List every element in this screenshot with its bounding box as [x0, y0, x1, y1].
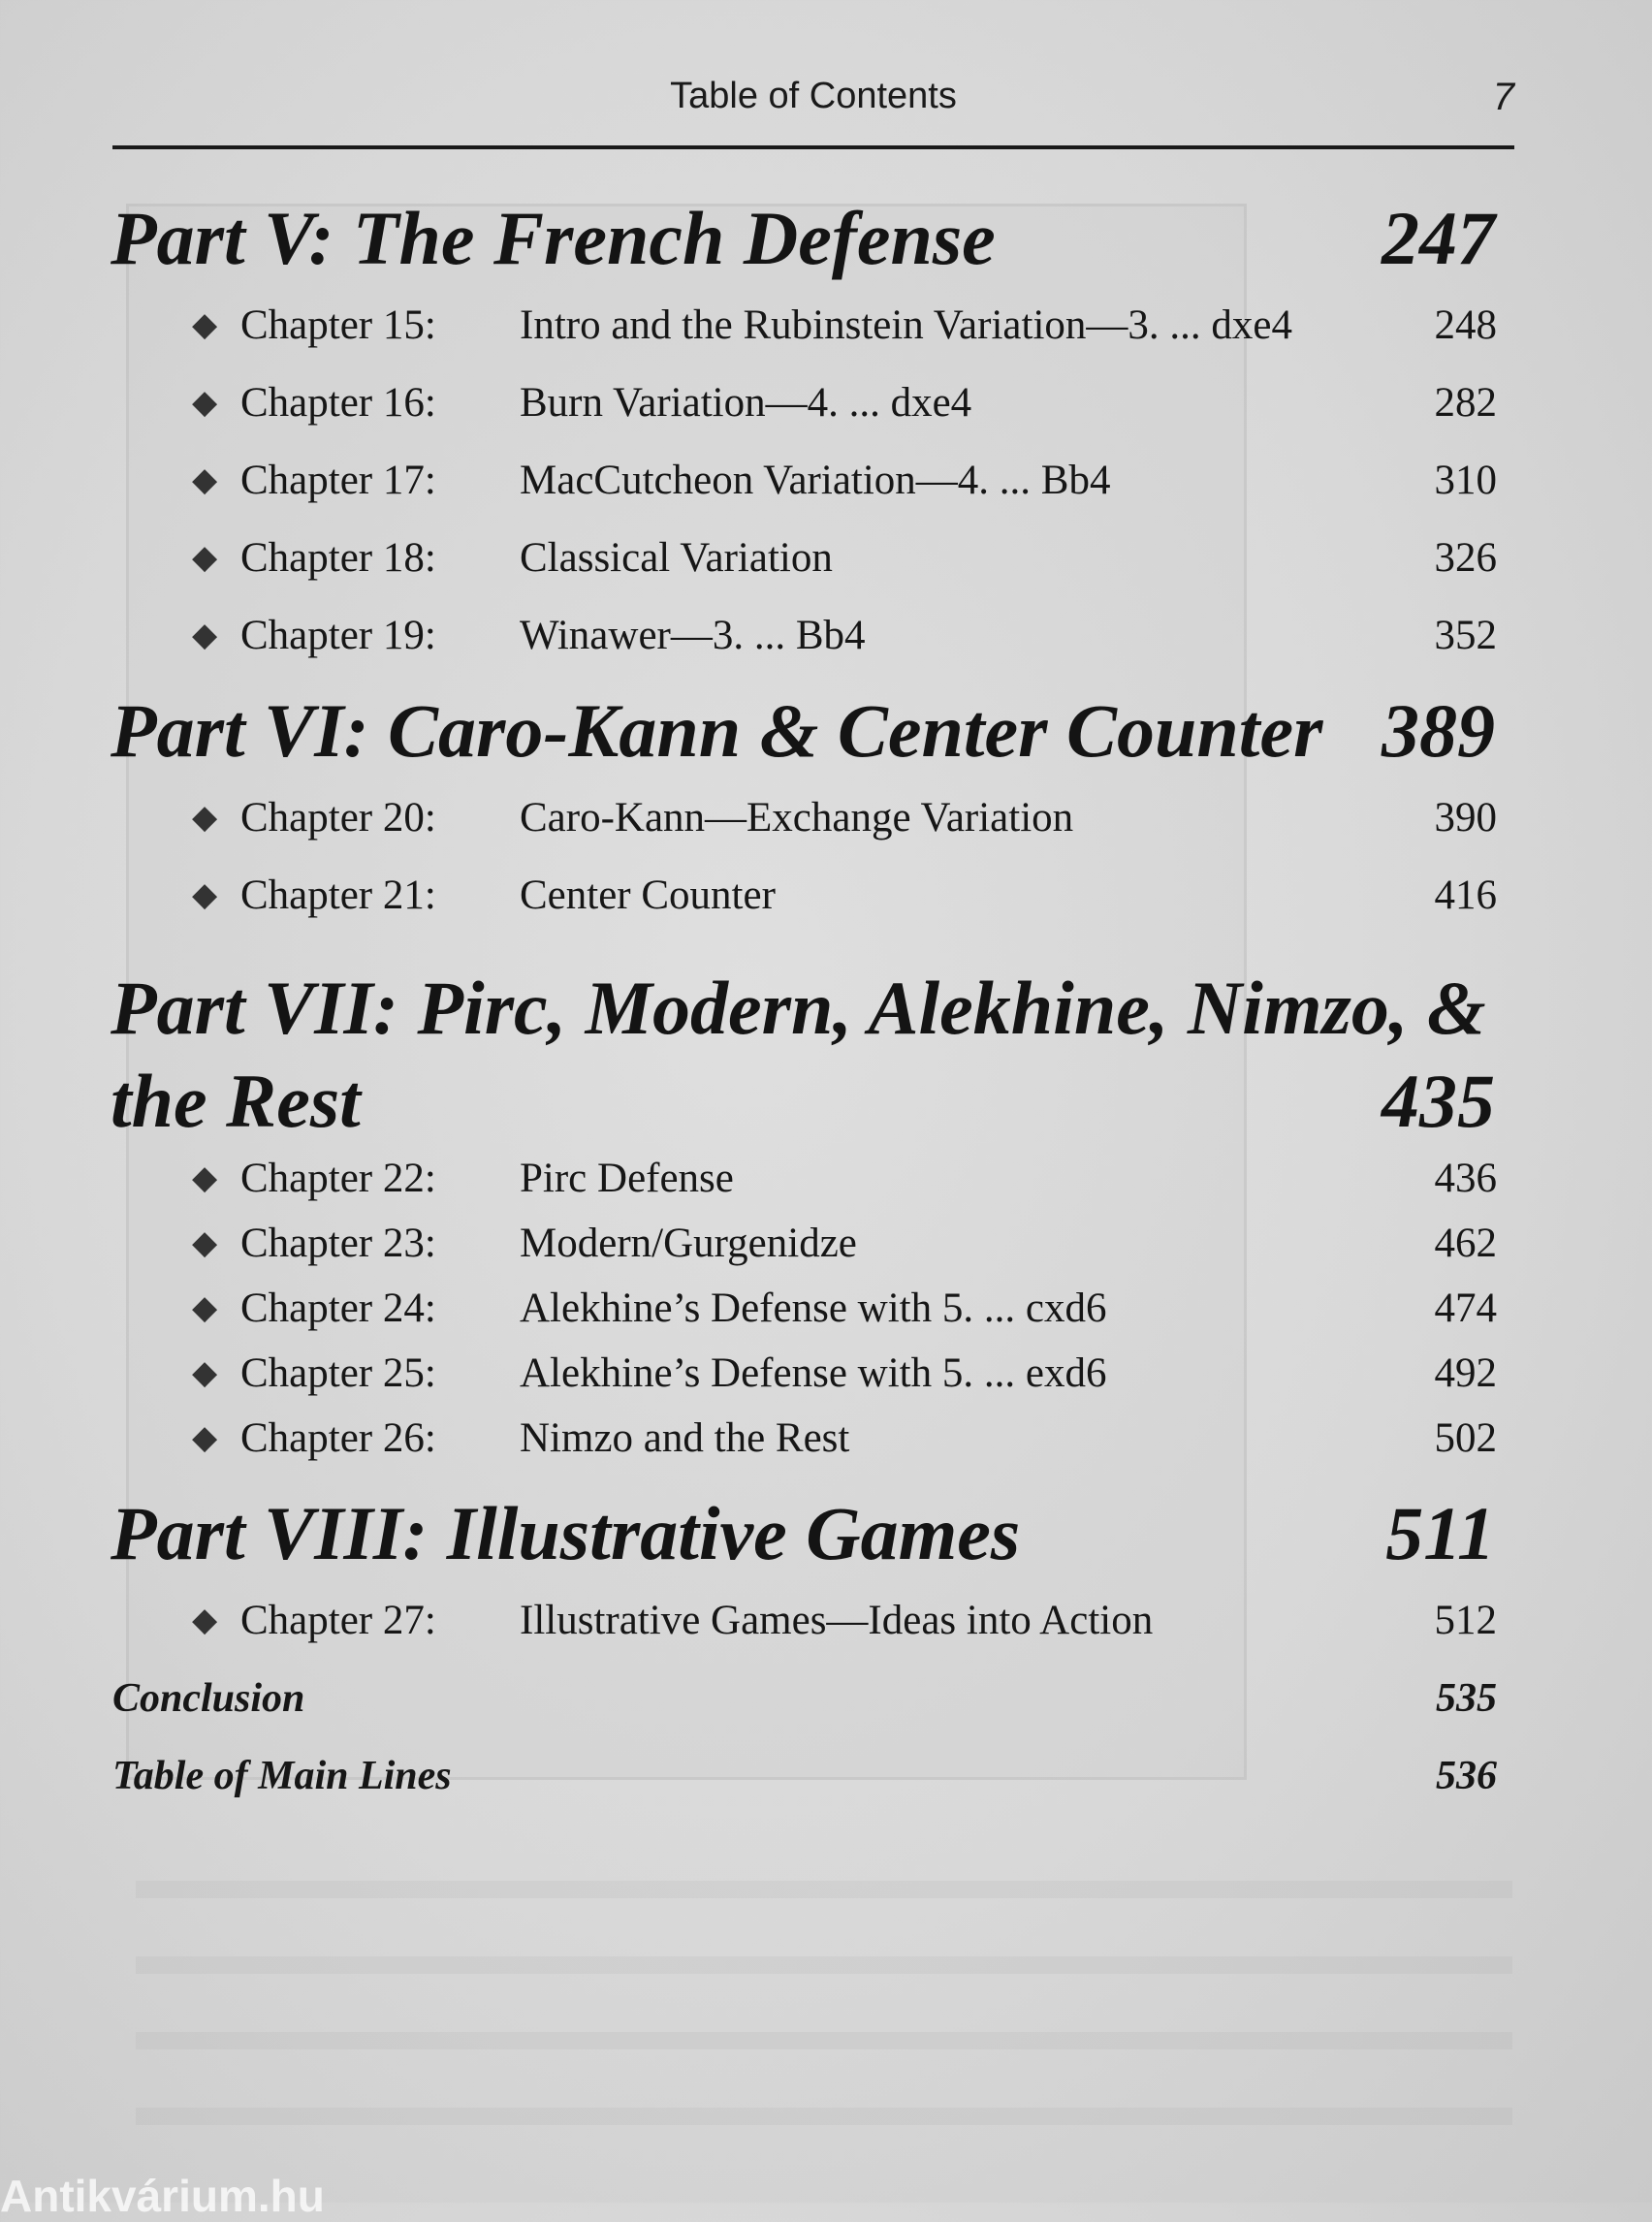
diamond-bullet-icon: ◆: [192, 1420, 218, 1456]
toc-entry-chapter-17[interactable]: [192, 454, 1497, 508]
entry-title: Conclusion: [112, 1676, 305, 1721]
chapter-label: Chapter 16:: [240, 380, 436, 426]
chapter-page: 474: [1434, 1286, 1497, 1331]
chapter-page: 416: [1434, 873, 1497, 918]
chapter-title: Classical Variation: [520, 535, 833, 581]
chapter-title: Illustrative Games—Ideas into Action: [520, 1598, 1154, 1643]
chapter-page: 462: [1434, 1221, 1497, 1266]
chapter-label: Chapter 17:: [240, 458, 436, 503]
part-page: 389: [1382, 688, 1495, 773]
chapter-label: Chapter 22:: [240, 1156, 436, 1201]
chapter-title: Modern/Gurgenidze: [520, 1221, 857, 1266]
chapter-label: Chapter 26:: [240, 1415, 436, 1461]
chapter-label: Chapter 19:: [240, 613, 436, 658]
toc-entry-conclusion[interactable]: [112, 1669, 1497, 1728]
chapter-label: Chapter 21:: [240, 873, 436, 918]
header-page-number: 7: [1492, 76, 1514, 118]
toc-entry-table-of-main-lines[interactable]: [112, 1747, 1497, 1805]
part-page: 435: [1382, 1059, 1495, 1143]
chapter-title: Pirc Defense: [520, 1156, 734, 1201]
chapter-title: Alekhine’s Defense with 5. ... cxd6: [520, 1286, 1107, 1331]
chapter-page: 436: [1434, 1156, 1497, 1201]
diamond-bullet-icon: ◆: [192, 800, 218, 836]
chapter-label: Chapter 25:: [240, 1350, 436, 1396]
chapter-page: 310: [1434, 458, 1497, 503]
diamond-bullet-icon: ◆: [192, 618, 218, 653]
diamond-bullet-icon: ◆: [192, 540, 218, 576]
chapter-label: Chapter 27:: [240, 1598, 436, 1643]
chapter-title: Winawer—3. ... Bb4: [520, 613, 866, 658]
toc-entry-chapter-25[interactable]: [192, 1347, 1497, 1401]
chapter-title: Intro and the Rubinstein Variation—3. ... dxe4: [520, 302, 1292, 348]
toc-entry-chapter-18[interactable]: [192, 531, 1497, 586]
part-title: Part V: The French Defense: [111, 196, 996, 280]
chapter-page: 502: [1434, 1415, 1497, 1461]
toc-entry-chapter-20[interactable]: [192, 791, 1497, 845]
diamond-bullet-icon: ◆: [192, 1355, 218, 1391]
chapter-title: Burn Variation—4. ... dxe4: [520, 380, 972, 426]
entry-page: 536: [1436, 1754, 1497, 1798]
toc-entry-chapter-22[interactable]: [192, 1152, 1497, 1206]
diamond-bullet-icon: ◆: [192, 877, 218, 913]
chapter-page: 352: [1434, 613, 1497, 658]
chapter-label: Chapter 24:: [240, 1286, 436, 1331]
chapter-label: Chapter 18:: [240, 535, 436, 581]
toc-entry-chapter-16[interactable]: [192, 376, 1497, 430]
chapter-page: 390: [1434, 795, 1497, 841]
chapter-title: Alekhine’s Defense with 5. ... exd6: [520, 1350, 1107, 1396]
chapter-label: Chapter 23:: [240, 1221, 436, 1266]
toc-entry-chapter-23[interactable]: [192, 1217, 1497, 1271]
toc-entry-chapter-21[interactable]: [192, 869, 1497, 923]
chapter-page: 248: [1434, 302, 1497, 348]
chapter-page: 492: [1434, 1350, 1497, 1396]
watermark: Antikvárium.hu: [0, 2171, 325, 2221]
diamond-bullet-icon: ◆: [192, 462, 218, 498]
toc-entry-chapter-24[interactable]: [192, 1282, 1497, 1336]
entry-title: Table of Main Lines: [112, 1754, 452, 1798]
part-title: Part VI: Caro-Kann & Center Counter: [111, 688, 1323, 773]
chapter-label: Chapter 15:: [240, 302, 436, 348]
toc-entry-chapter-19[interactable]: [192, 609, 1497, 663]
show-through-text: [136, 1842, 1512, 2162]
part-page: 247: [1382, 196, 1495, 280]
chapter-page: 512: [1434, 1598, 1497, 1643]
toc-entry-chapter-27[interactable]: [192, 1594, 1497, 1648]
chapter-title: Nimzo and the Rest: [520, 1415, 850, 1461]
diamond-bullet-icon: ◆: [192, 1225, 218, 1261]
diamond-bullet-icon: ◆: [192, 1160, 218, 1196]
diamond-bullet-icon: ◆: [192, 307, 218, 343]
header-title: Table of Contents: [670, 76, 957, 116]
diamond-bullet-icon: ◆: [192, 1290, 218, 1326]
entry-page: 535: [1436, 1676, 1497, 1721]
chapter-title: Caro-Kann—Exchange Variation: [520, 795, 1074, 841]
toc-entry-chapter-15[interactable]: [192, 299, 1497, 353]
header-rule: [112, 145, 1514, 149]
chapter-title: MacCutcheon Variation—4. ... Bb4: [520, 458, 1111, 503]
diamond-bullet-icon: ◆: [192, 385, 218, 421]
part-title: the Rest: [111, 1059, 361, 1143]
part-title: Part VII: Pirc, Modern, Alekhine, Nimzo, &: [111, 966, 1486, 1050]
part-title: Part VIII: Illustrative Games: [111, 1491, 1021, 1575]
chapter-label: Chapter 20:: [240, 795, 436, 841]
chapter-page: 326: [1434, 535, 1497, 581]
part-page: 511: [1385, 1491, 1495, 1575]
running-header: [112, 70, 1514, 126]
chapter-page: 282: [1434, 380, 1497, 426]
diamond-bullet-icon: ◆: [192, 1603, 218, 1638]
toc-entry-chapter-26[interactable]: [192, 1412, 1497, 1466]
chapter-title: Center Counter: [520, 873, 776, 918]
